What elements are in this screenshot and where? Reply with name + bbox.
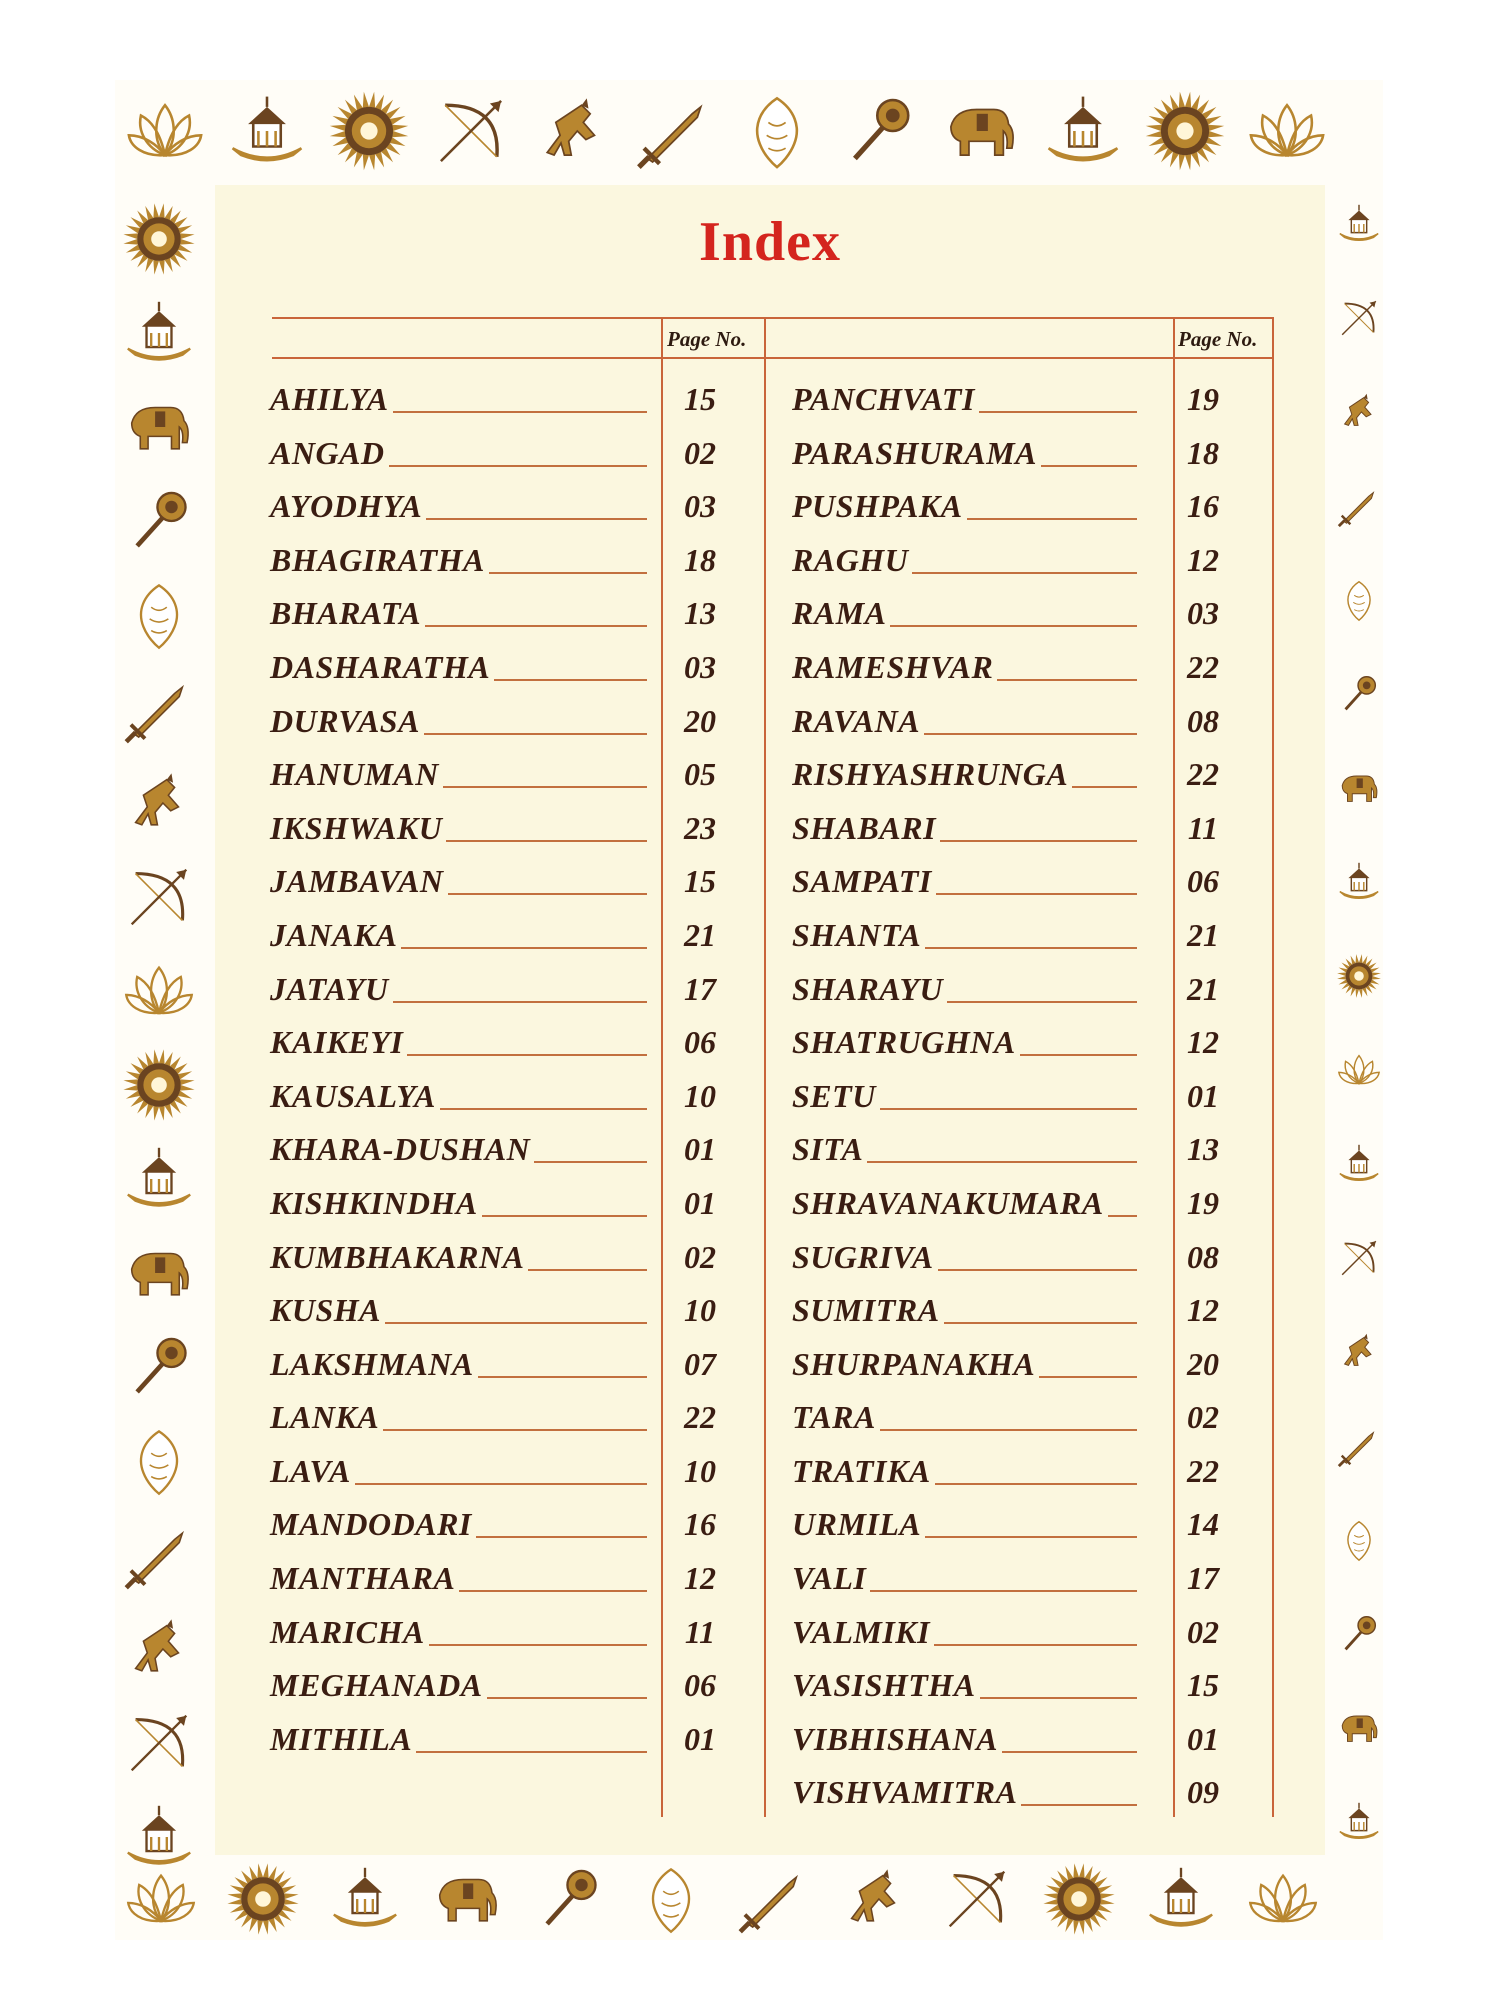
entry-name: AYODHYA — [270, 488, 426, 525]
entry-page-number: 02 — [684, 1238, 716, 1275]
entry-page-number: 01 — [684, 1131, 716, 1168]
sword-icon — [1335, 482, 1383, 530]
index-entry — [270, 1179, 770, 1233]
entry-page-number: 12 — [1187, 1292, 1219, 1329]
left-index-column — [270, 375, 770, 1768]
entry-page-number: 11 — [1187, 809, 1219, 846]
entry-name: VALI — [792, 1560, 870, 1597]
index-entry — [792, 1018, 1272, 1072]
entry-page-number: 15 — [684, 381, 716, 417]
shrine-boat-icon — [1335, 1798, 1383, 1846]
entry-page-number: 18 — [684, 541, 716, 578]
entry-name: PUSHPAKA — [792, 488, 967, 525]
index-entry — [792, 589, 1272, 643]
entry-name: PARASHURAMA — [792, 435, 1041, 472]
index-entry — [792, 750, 1272, 804]
index-entry — [270, 911, 770, 965]
entry-page-number: 22 — [1187, 1452, 1219, 1489]
entry-page-number: 19 — [1187, 381, 1219, 417]
index-entry — [792, 643, 1272, 697]
mace-icon — [1335, 1610, 1383, 1658]
index-entry — [792, 482, 1272, 536]
entry-page-number: 17 — [1187, 1560, 1219, 1597]
entry-name: SHANTA — [792, 917, 925, 954]
index-entry — [270, 1500, 770, 1554]
entry-page-number: 10 — [684, 1452, 716, 1489]
entry-page-number: 21 — [1187, 970, 1219, 1007]
entry-name: SETU — [792, 1078, 880, 1115]
entry-name: SAMPATI — [792, 863, 936, 900]
index-entry — [792, 429, 1272, 483]
entry-name: HANUMAN — [270, 756, 443, 793]
entry-name: KUMBHAKARNA — [270, 1239, 528, 1276]
entry-page-number: 23 — [684, 809, 716, 846]
entry-name: VISHVAMITRA — [792, 1774, 1021, 1811]
lotus-icon — [122, 88, 208, 174]
index-entry — [270, 750, 770, 804]
entry-name: SUGRIVA — [792, 1239, 938, 1276]
header-bottom-rule — [272, 357, 1273, 359]
elephant-icon — [1335, 764, 1383, 812]
entry-name: LANKA — [270, 1399, 383, 1436]
index-entry — [270, 429, 770, 483]
entry-name: SHARAYU — [792, 971, 947, 1008]
shrine-boat-icon — [1335, 200, 1383, 248]
index-entry — [270, 1661, 770, 1715]
entry-name: SUMITRA — [792, 1292, 944, 1329]
entry-name: IKSHWAKU — [270, 810, 446, 847]
entry-name: RAGHU — [792, 542, 912, 579]
entry-name: VALMIKI — [792, 1614, 934, 1651]
index-entry — [270, 536, 770, 590]
entry-name: TARA — [792, 1399, 880, 1436]
index-entry — [792, 1768, 1272, 1822]
index-entry — [270, 1715, 770, 1769]
entry-name: RAMESHVAR — [792, 649, 997, 686]
entry-page-number: 16 — [1187, 488, 1219, 525]
entry-page-number: 01 — [684, 1184, 716, 1221]
sun-wheel-icon — [1142, 88, 1228, 174]
mace-icon — [1335, 670, 1383, 718]
conch-icon — [120, 1422, 198, 1500]
index-entry — [792, 536, 1272, 590]
sword-icon — [632, 88, 718, 174]
entry-page-number: 02 — [684, 434, 716, 471]
shrine-boat-icon — [120, 1140, 198, 1218]
entry-page-number: 13 — [1187, 1131, 1219, 1168]
index-entry — [792, 1447, 1272, 1501]
entry-name: SHATRUGHNA — [792, 1024, 1020, 1061]
entry-page-number: 22 — [1187, 648, 1219, 685]
index-entry — [792, 1125, 1272, 1179]
index-entry — [792, 1608, 1272, 1662]
entry-page-number: 22 — [684, 1399, 716, 1436]
entry-name: SHRAVANAKUMARA — [792, 1185, 1108, 1222]
entry-name: RISHYASHRUNGA — [792, 756, 1072, 793]
sun-wheel-icon — [1040, 1860, 1118, 1938]
entry-name: MANTHARA — [270, 1560, 459, 1597]
entry-page-number: 17 — [684, 970, 716, 1007]
index-entry — [792, 375, 1272, 429]
entry-page-number: 16 — [684, 1506, 716, 1543]
index-entry — [792, 1233, 1272, 1287]
index-entry — [270, 1608, 770, 1662]
entry-name: MEGHANADA — [270, 1667, 487, 1704]
conch-icon — [1335, 1516, 1383, 1564]
index-entry — [792, 1072, 1272, 1126]
shrine-boat-icon — [224, 88, 310, 174]
page-title: Index — [699, 211, 841, 273]
index-entry — [270, 643, 770, 697]
sun-wheel-icon — [120, 200, 198, 278]
entry-page-number: 01 — [684, 1720, 716, 1757]
page-no-header-left: Page No. — [667, 327, 747, 351]
index-entry — [792, 1715, 1272, 1769]
entry-name: BHARATA — [270, 595, 425, 632]
index-entry — [792, 857, 1272, 911]
sun-wheel-icon — [326, 88, 412, 174]
mace-icon — [120, 1328, 198, 1406]
entry-name: MITHILA — [270, 1721, 416, 1758]
entry-name: PANCHVATI — [792, 381, 979, 418]
bow-arrow-icon — [1335, 294, 1383, 342]
index-entry — [270, 1233, 770, 1287]
bow-arrow-icon — [938, 1860, 1016, 1938]
entry-page-number: 05 — [684, 756, 716, 793]
entry-page-number: 13 — [684, 595, 716, 632]
horse-icon — [530, 88, 616, 174]
entry-page-number: 08 — [1187, 1238, 1219, 1275]
shrine-boat-icon — [1040, 88, 1126, 174]
conch-icon — [734, 88, 820, 174]
shrine-boat-icon — [326, 1860, 404, 1938]
page-no-header-right: Page No. — [1178, 327, 1258, 351]
entry-page-number: 03 — [684, 648, 716, 685]
mace-icon — [836, 88, 922, 174]
entry-page-number: 20 — [1187, 1345, 1219, 1382]
entry-name: ANGAD — [270, 435, 389, 472]
right-index-column — [792, 375, 1272, 1822]
index-entry — [270, 589, 770, 643]
index-entry — [270, 965, 770, 1019]
conch-icon — [120, 576, 198, 654]
shrine-boat-icon — [120, 294, 198, 372]
entry-name: VASISHTHA — [792, 1667, 980, 1704]
elephant-icon — [1335, 1704, 1383, 1752]
entry-page-number: 15 — [1187, 1667, 1219, 1704]
index-entry — [270, 1340, 770, 1394]
entry-page-number: 11 — [684, 1613, 716, 1650]
index-entry — [270, 804, 770, 858]
entry-page-number: 02 — [1187, 1399, 1219, 1436]
entry-page-number: 12 — [684, 1560, 716, 1597]
index-entry — [792, 965, 1272, 1019]
entry-name: MARICHA — [270, 1614, 429, 1651]
sword-icon — [1335, 1422, 1383, 1470]
header-top-rule — [272, 317, 1273, 319]
mace-icon — [530, 1860, 608, 1938]
bow-arrow-icon — [120, 1704, 198, 1782]
entry-name: DURVASA — [270, 703, 424, 740]
entry-name: SHURPANAKHA — [792, 1346, 1039, 1383]
index-entry — [792, 1340, 1272, 1394]
index-panel — [215, 185, 1325, 1855]
sun-wheel-icon — [120, 1046, 198, 1124]
index-entry — [792, 1661, 1272, 1715]
horse-icon — [836, 1860, 914, 1938]
index-entry — [792, 1393, 1272, 1447]
entry-page-number: 01 — [1187, 1077, 1219, 1114]
shrine-boat-icon — [1335, 858, 1383, 906]
entry-page-number: 03 — [1187, 595, 1219, 632]
sun-wheel-icon — [224, 1860, 302, 1938]
entry-page-number: 06 — [684, 1024, 716, 1061]
entry-name: KISHKINDHA — [270, 1185, 482, 1222]
entry-page-number: 22 — [1187, 756, 1219, 793]
entry-page-number: 10 — [684, 1077, 716, 1114]
bow-arrow-icon — [1335, 1234, 1383, 1282]
entry-page-number: 12 — [1187, 1024, 1219, 1061]
index-entry — [270, 1286, 770, 1340]
entry-name: KHARA-DUSHAN — [270, 1131, 534, 1168]
entry-page-number: 03 — [684, 488, 716, 525]
horse-icon — [120, 1610, 198, 1688]
entry-name: JATAYU — [270, 971, 393, 1008]
entry-page-number: 21 — [1187, 916, 1219, 953]
index-entry — [792, 1179, 1272, 1233]
conch-icon — [632, 1860, 710, 1938]
entry-name: AHILYA — [270, 381, 393, 418]
lotus-icon — [1244, 88, 1330, 174]
entry-name: TRATIKA — [792, 1453, 935, 1490]
entry-page-number: 06 — [1187, 863, 1219, 900]
entry-page-number: 07 — [684, 1345, 716, 1382]
entry-page-number: 09 — [1187, 1774, 1219, 1811]
entry-page-number: 02 — [1187, 1613, 1219, 1650]
elephant-icon — [120, 388, 198, 466]
entry-page-number: 19 — [1187, 1184, 1219, 1221]
sword-icon — [734, 1860, 812, 1938]
index-entry — [270, 1125, 770, 1179]
index-entry — [270, 697, 770, 751]
entry-page-number: 01 — [1187, 1720, 1219, 1757]
entry-name: LAVA — [270, 1453, 355, 1490]
index-entry — [270, 375, 770, 429]
entry-page-number: 06 — [684, 1667, 716, 1704]
index-entry — [270, 1447, 770, 1501]
elephant-icon — [428, 1860, 506, 1938]
lotus-icon — [1335, 1046, 1383, 1094]
entry-name: RAMA — [792, 595, 890, 632]
index-entry — [792, 804, 1272, 858]
horse-icon — [1335, 1328, 1383, 1376]
shrine-boat-icon — [1335, 1140, 1383, 1188]
index-entry — [792, 1554, 1272, 1608]
bow-arrow-icon — [120, 858, 198, 936]
index-entry — [270, 857, 770, 911]
entry-page-number: 14 — [1187, 1506, 1219, 1543]
entry-name: JAMBAVAN — [270, 863, 448, 900]
entry-name: SITA — [792, 1131, 867, 1168]
entry-page-number: 08 — [1187, 702, 1219, 739]
index-entry — [270, 482, 770, 536]
index-entry — [270, 1554, 770, 1608]
mace-icon — [120, 482, 198, 560]
entry-page-number: 18 — [1187, 434, 1219, 471]
entry-name: SHABARI — [792, 810, 940, 847]
entry-page-number: 20 — [684, 702, 716, 739]
right-page-col-rule-b — [1272, 317, 1274, 1817]
elephant-icon — [120, 1234, 198, 1312]
index-entry — [792, 1500, 1272, 1554]
entry-page-number: 12 — [1187, 541, 1219, 578]
shrine-boat-icon — [120, 1798, 198, 1876]
index-entry — [792, 1286, 1272, 1340]
entry-name: DASHARATHA — [270, 649, 494, 686]
sword-icon — [120, 670, 198, 748]
index-entry — [792, 911, 1272, 965]
lotus-icon — [120, 952, 198, 1030]
horse-icon — [1335, 388, 1383, 436]
entry-page-number: 21 — [684, 916, 716, 953]
index-entry — [270, 1018, 770, 1072]
entry-name: URMILA — [792, 1506, 925, 1543]
conch-icon — [1335, 576, 1383, 624]
index-entry — [270, 1393, 770, 1447]
horse-icon — [120, 764, 198, 842]
bow-arrow-icon — [428, 88, 514, 174]
entry-name: RAVANA — [792, 703, 924, 740]
entry-name: KAUSALYA — [270, 1078, 440, 1115]
entry-name: LAKSHMANA — [270, 1346, 478, 1383]
shrine-boat-icon — [1142, 1860, 1220, 1938]
entry-page-number: 10 — [684, 1292, 716, 1329]
index-entry — [270, 1072, 770, 1126]
entry-name: BHAGIRATHA — [270, 542, 489, 579]
elephant-icon — [938, 88, 1024, 174]
entry-name: VIBHISHANA — [792, 1721, 1002, 1758]
sun-wheel-icon — [1335, 952, 1383, 1000]
index-entry — [792, 697, 1272, 751]
lotus-icon — [1244, 1860, 1322, 1938]
entry-name: MANDODARI — [270, 1506, 476, 1543]
entry-name: JANAKA — [270, 917, 401, 954]
entry-name: KUSHA — [270, 1292, 385, 1329]
entry-name: KAIKEYI — [270, 1024, 407, 1061]
entry-page-number: 15 — [684, 863, 716, 900]
sword-icon — [120, 1516, 198, 1594]
